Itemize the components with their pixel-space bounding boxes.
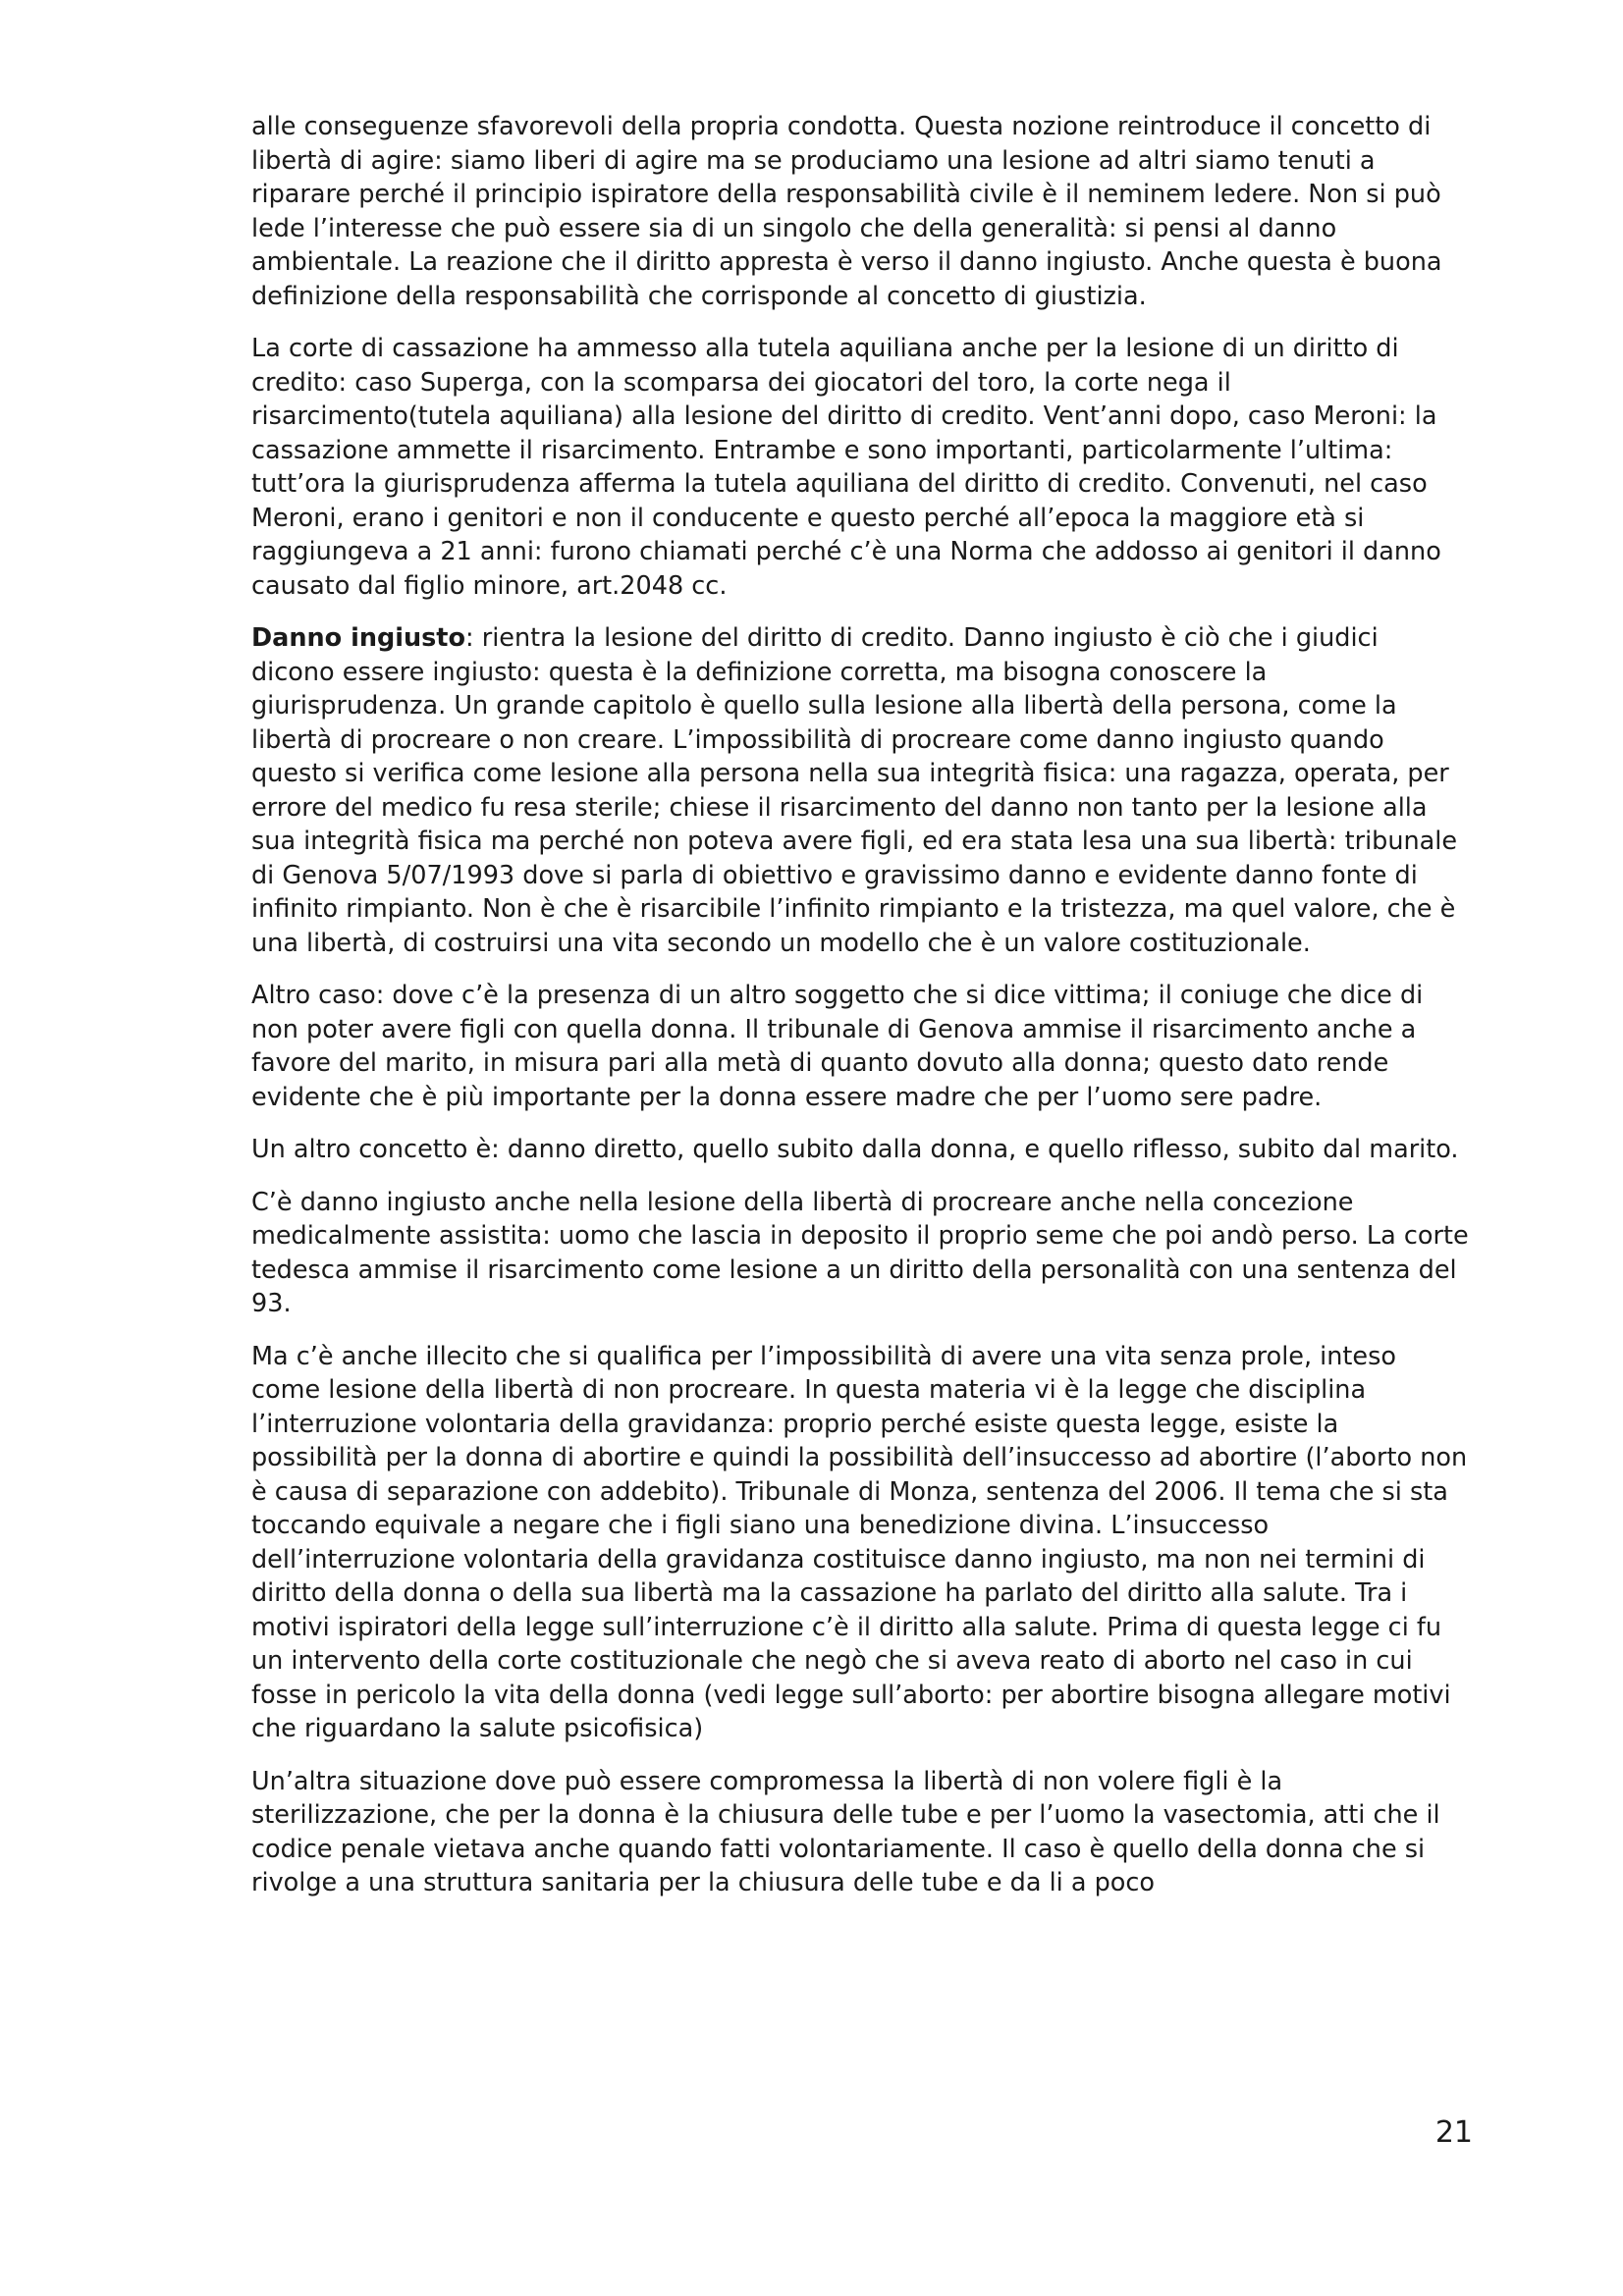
paragraph-2: La corte di cassazione ha ammesso alla tutela aquiliana anche per la lesione di un diritto di credito: caso Superga, con la scomparsa dei giocatori del toro, la corte nega il risarcimento(tutela aquiliana) alla lesione del diritto di credito. Vent’anni dopo, caso Meroni: la cassazione ammette il risarcimento. Entrambe e sono importanti, particolarmente l’ultima: tutt’ora la giurisprudenza afferma la tutela aquiliana del diritto di credito. Convenuti, nel caso Meroni, erano i genitori e non il conducente e questo perché all’epoca la maggiore età si raggiungeva a 21 anni: furono chiamati perché c’è una Norma che addosso ai genitori il danno causato dal figlio minore, art.2048 cc.	[251, 334, 1441, 601]
paragraph-1: alle conseguenze sfavorevoli della propria condotta. Questa nozione reintroduce il concetto di libertà di agire: siamo liberi di agire ma se produciamo una lesione ad altri siamo tenuti a riparare perché il principio ispiratore della responsabilità civile è il neminem ledere. Non si può lede l’interesse che può essere sia di un singolo che della generalità: si pensi al danno ambientale. La reazione che il diritto appresta è verso il danno ingiusto. Anche questa è buona definizione della responsabilità che corrisponde al concetto di giustizia.	[251, 112, 1442, 311]
paragraph-3	[251, 621, 1469, 960]
paragraph-3-text: : rientra la lesione del diritto di credito. Danno ingiusto è ciò che i giudici dicono essere ingiusto: questa è la definizione corretta, ma bisogna conoscere la giurisprudenza. Un grande capitolo è quello sulla lesione alla libertà della persona, come la libertà di procreare o non creare. L’impossibilità di procreare come danno ingiusto quando questo si verifica come lesione alla persona nella sua integrità fisica: una ragazza, operata, per errore del medico fu resa sterile; chiese il risarcimento del danno non tanto per la lesione alla sua integrità fisica ma perché non poteva avere figli, ed era stata lesa una sua libertà: tribunale di Genova 5/07/1993 dove si parla di obiettivo e gravissimo danno e evidente danno fonte di infinito rimpianto. Non è che è risarcibile l’infinito rimpianto e la tristezza, ma quel valore, che è una libertà, di costruirsi una vita secondo un modello che è un valore costituzionale.	[251, 623, 1458, 958]
paragraph-6: C’è danno ingiusto anche nella lesione della libertà di procreare anche nella concezione medicalmente assistita: uomo che lascia in deposito il proprio seme che poi andò perso. La corte tedesca ammise il risarcimento come lesione a un diritto della personalità con una sentenza del 93.	[251, 1187, 1469, 1318]
paragraph-4: Altro caso: dove c’è la presenza di un altro soggetto che si dice vittima; il coniuge che dice di non poter avere figli con quella donna. Il tribunale di Genova ammise il risarcimento anche a favore del marito, in misura pari alla metà di quanto dovuto alla donna; questo dato rende evidente che è più importante per la donna essere madre che per l’uomo sere padre.	[251, 981, 1424, 1112]
paragraph-8: Un’altra situazione dove può essere compromessa la libertà di non volere figli è la sterilizzazione, che per la donna è la chiusura delle tube e per l’uomo la vasectomia, atti che il codice penale vietava anche quando fatti volontariamente. Il caso è quello della donna che si rivolge a una struttura sanitaria per la chiusura delle tube e da li a poco	[251, 1766, 1440, 1897]
page-number: 21	[1434, 2115, 1473, 2150]
page-body	[251, 110, 1469, 1919]
paragraph-3-bold-lead: Danno ingiusto	[251, 623, 466, 653]
paragraph-5: Un altro concetto è: danno diretto, quello subito dalla donna, e quello riflesso, subito dal marito.	[251, 1135, 1459, 1164]
paragraph-7: Ma c’è anche illecito che si qualifica per l’impossibilità di avere una vita senza prole, inteso come lesione della libertà di non procreare. In questa materia vi è la legge che disciplina l’interruzione volontaria della gravidanza: proprio perché esiste questa legge, esiste la possibilità per la donna di abortire e quindi la possibilità dell’insuccesso ad abortire (l’aborto non è causa di separazione con addebito). Tribunale di Monza, sentenza del 2006. Il tema che si sta toccando equivale a negare che i figli siano una benedizione divina. L’insuccesso dell’interruzione volontaria della gravidanza costituisce danno ingiusto, ma non nei termini di diritto della donna o della sua libertà ma la cassazione ha parlato del diritto alla salute. Tra i motivi ispiratori della legge sull’interruzione c’è il diritto alla salute. Prima di questa legge ci fu un intervento della corte costituzionale che negò che si aveva reato di aborto nel caso in cui fosse in pericolo la vita della donna (vedi legge sull’aborto: per abortire bisogna allegare motivi che riguardano la salute psicofisica)	[251, 1341, 1468, 1743]
